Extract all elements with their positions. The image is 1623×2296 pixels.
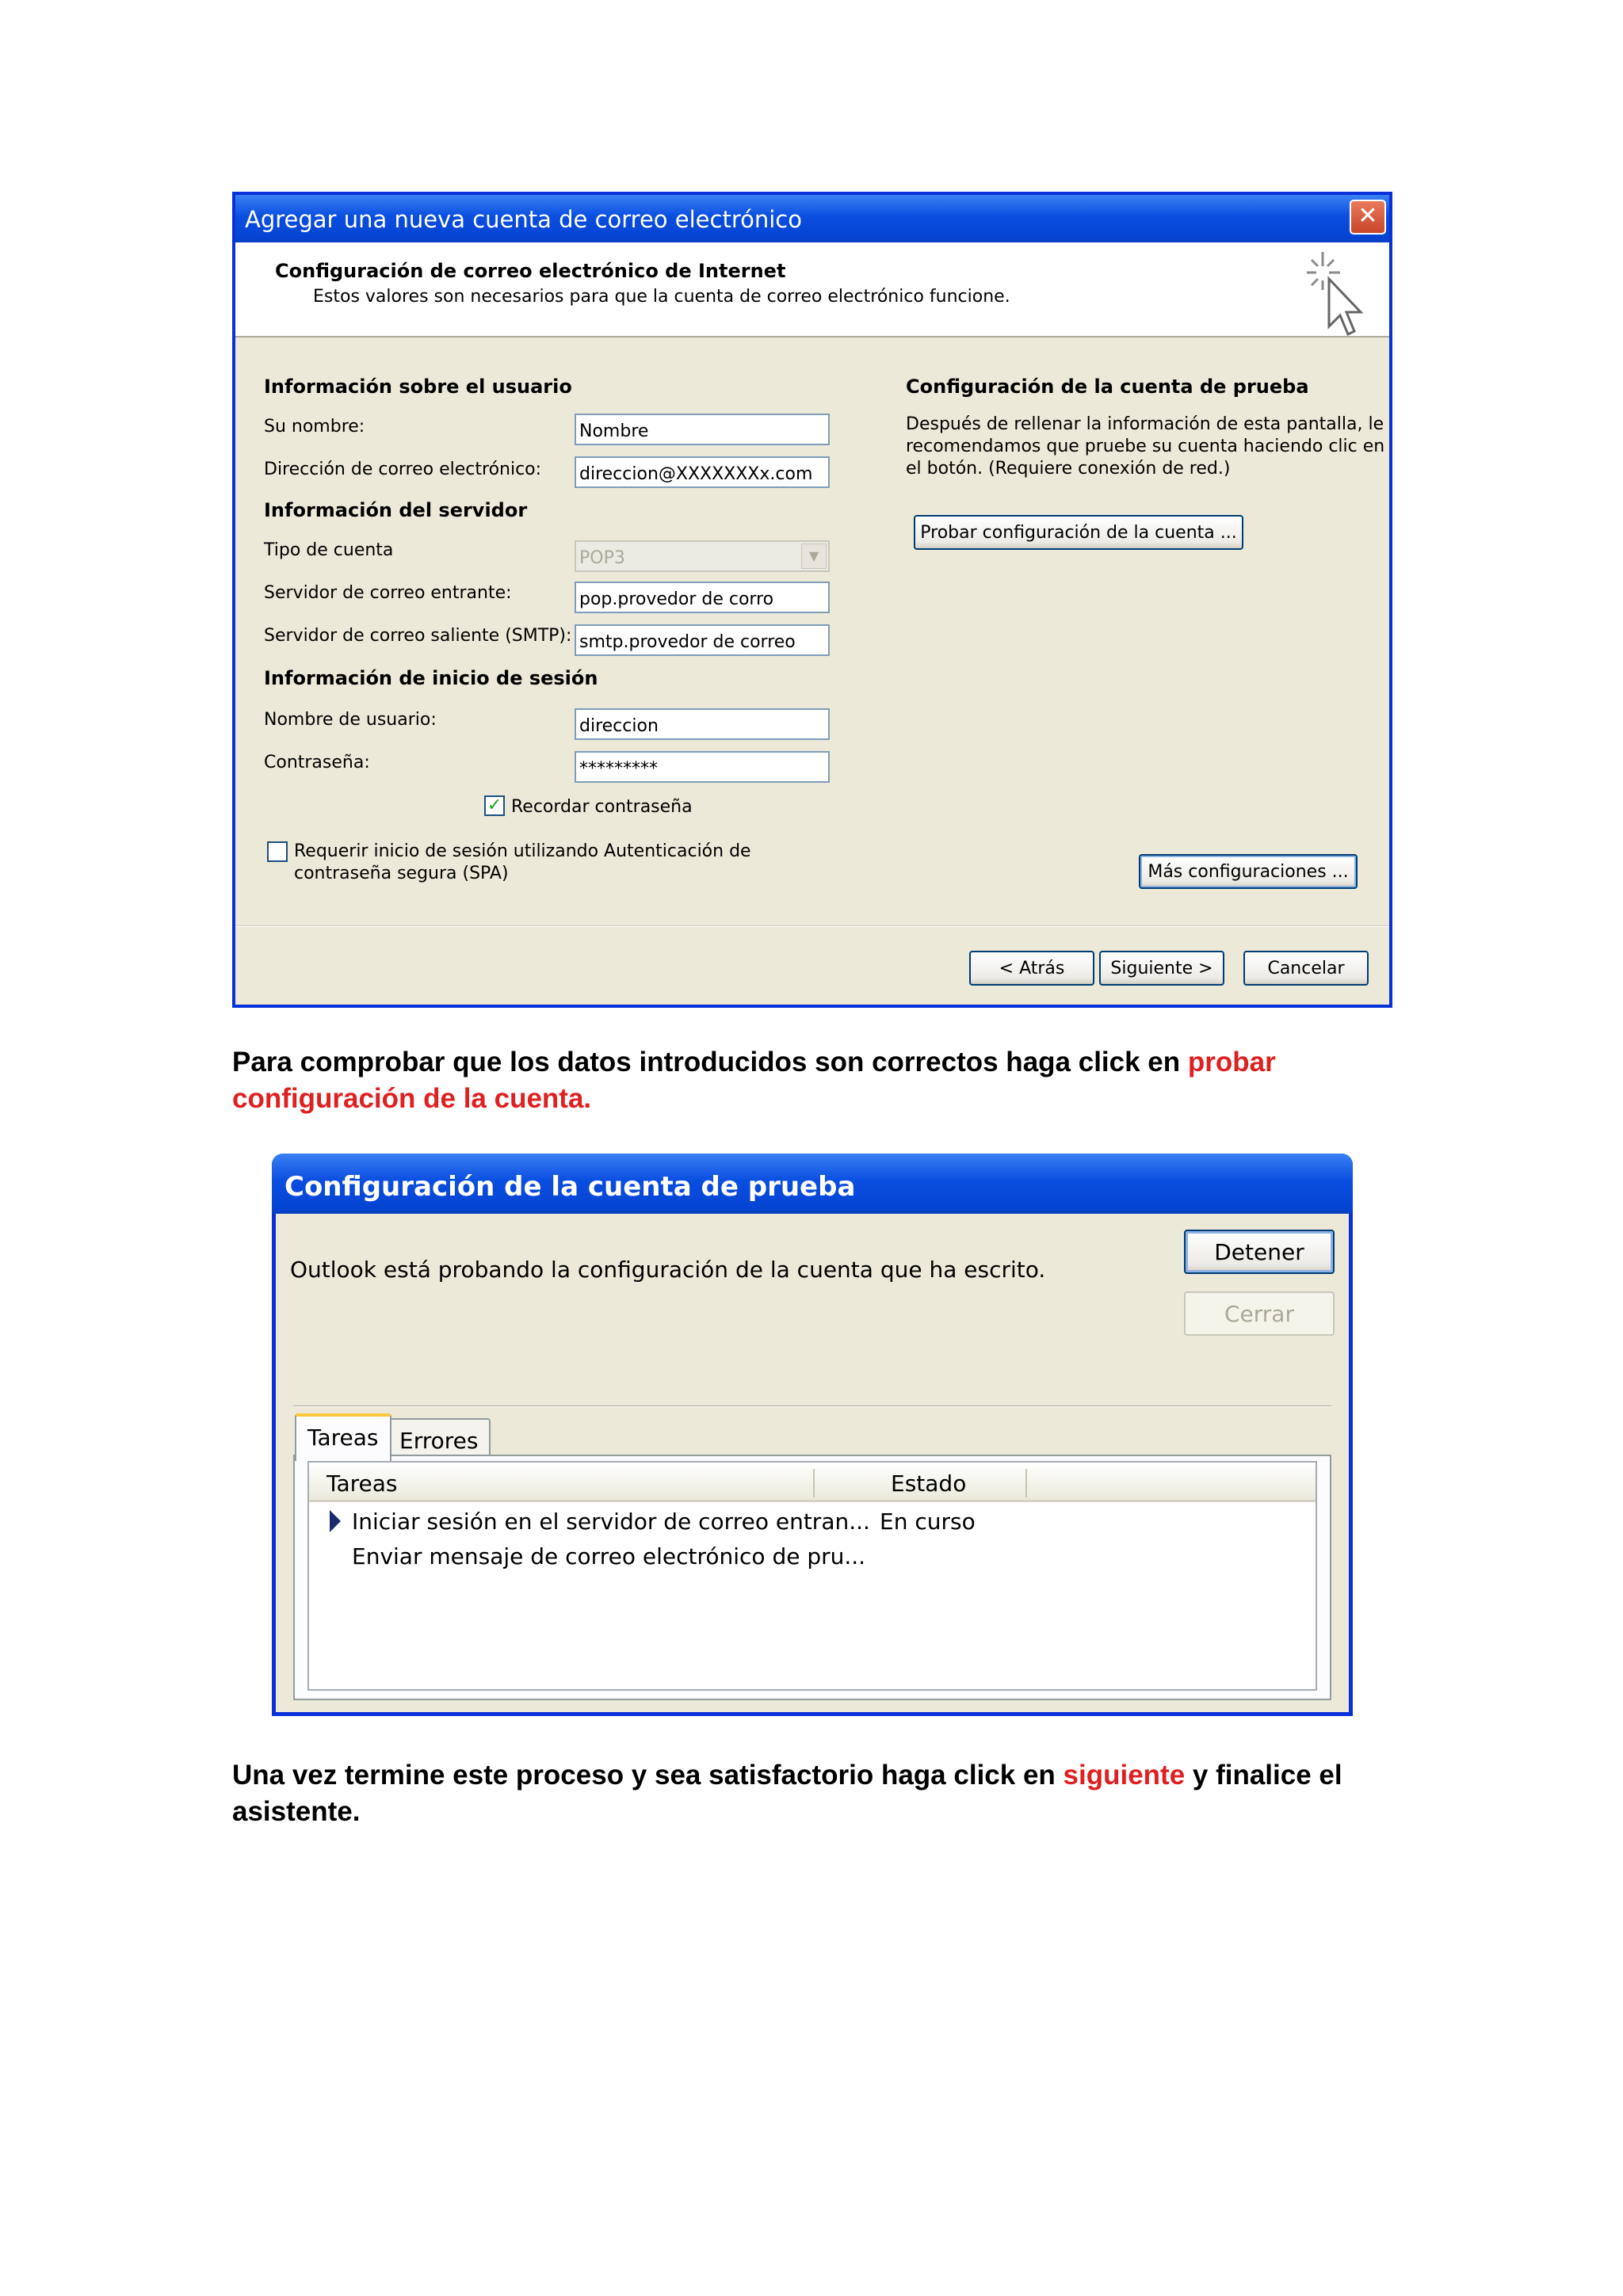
incoming-server-field[interactable]: pop.provedor de corro — [575, 582, 830, 613]
account-type-value: POP3 — [579, 548, 625, 568]
paragraph-2-highlight: siguiente — [1063, 1760, 1186, 1791]
column-header-tareas[interactable]: Tareas — [327, 1470, 398, 1497]
user-info-heading: Información sobre el usuario — [264, 376, 572, 398]
instruction-paragraph-2 — [232, 1757, 1405, 1830]
remember-password-label: Recordar contraseña — [511, 797, 693, 817]
tab-tareas[interactable]: Tareas — [295, 1413, 391, 1461]
paragraph-2-text-after: y finalice el asistente. — [232, 1760, 1342, 1827]
spa-label-line1: Requerir inicio de sesión utilizando Autenticación de — [294, 841, 751, 861]
password-field[interactable]: ********* — [575, 751, 830, 783]
task-row-2-name: Enviar mensaje de correo electrónico de pru... — [352, 1543, 866, 1569]
outgoing-server-label: Servidor de correo saliente (SMTP): — [264, 626, 572, 646]
test-account-settings-button[interactable]: Probar configuración de la cuenta ... — [914, 515, 1243, 550]
column-divider[interactable] — [813, 1469, 815, 1497]
server-info-heading: Información del servidor — [264, 499, 528, 521]
footer-divider — [235, 925, 1389, 927]
test-account-dialog — [272, 1154, 1353, 1716]
outgoing-server-field[interactable]: smtp.provedor de correo — [575, 624, 830, 656]
test-config-heading: Configuración de la cuenta de prueba — [906, 376, 1309, 398]
back-button[interactable]: < Atrás — [969, 951, 1094, 986]
test-config-desc-2: recomendamos que pruebe su cuenta haciendo clic en — [906, 437, 1385, 456]
add-email-account-dialog — [232, 192, 1392, 1008]
instruction-paragraph-1 — [232, 1044, 1405, 1117]
test-dialog-title: Configuración de la cuenta de prueba — [285, 1171, 856, 1203]
tab-errores[interactable]: Errores — [387, 1418, 491, 1459]
tasks-list-header — [309, 1463, 1316, 1502]
dialog-title: Agregar una nueva cuenta de correo electrónico — [245, 206, 802, 233]
email-field[interactable]: direccion@XXXXXXXx.com — [575, 456, 830, 488]
task-row-1-status: En curso — [880, 1508, 976, 1535]
login-info-heading: Información de inicio de sesión — [264, 667, 598, 689]
test-config-desc-3: el botón. (Requiere conexión de red.) — [906, 459, 1231, 479]
password-label: Contraseña: — [264, 753, 370, 772]
test-dialog-title-bar — [272, 1154, 1353, 1214]
paragraph-1-highlight: probar configuración de la cuenta. — [232, 1047, 1276, 1114]
email-label: Dirección de correo electrónico: — [264, 460, 542, 479]
tasks-list — [307, 1461, 1317, 1691]
header-subtitle: Estos valores son necesarios para que la cuenta de correo electrónico funcione. — [313, 287, 1010, 307]
cursor-sparkle-icon — [1305, 250, 1369, 338]
username-field[interactable]: direccion — [575, 708, 830, 740]
spa-checkbox[interactable] — [267, 841, 288, 862]
account-type-select[interactable] — [575, 540, 830, 572]
dialog-title-bar — [235, 195, 1389, 242]
stop-button[interactable]: Detener — [1184, 1230, 1335, 1274]
column-header-estado[interactable]: Estado — [891, 1470, 967, 1497]
tasks-tab-pane — [293, 1455, 1331, 1700]
next-button[interactable]: Siguiente > — [1099, 951, 1224, 986]
paragraph-2-text-before: Una vez termine este proceso y sea satisfactorio haga click en — [232, 1760, 1064, 1791]
chevron-down-icon: ▼ — [801, 543, 827, 569]
name-field[interactable]: Nombre — [575, 414, 830, 445]
username-label: Nombre de usuario: — [264, 710, 437, 730]
column-divider[interactable] — [1025, 1469, 1027, 1497]
cancel-button[interactable]: Cancelar — [1243, 951, 1369, 986]
close-button[interactable]: Cerrar — [1184, 1291, 1335, 1336]
test-config-desc-1: Después de rellenar la información de esta pantalla, le — [906, 414, 1384, 434]
account-type-label: Tipo de cuenta — [264, 540, 394, 560]
test-dialog-divider — [293, 1405, 1331, 1407]
name-label: Su nombre: — [264, 417, 365, 437]
dialog-header — [235, 242, 1389, 338]
more-settings-button[interactable]: Más configuraciones ... — [1139, 854, 1358, 889]
paragraph-1-text: Para comprobar que los datos introducidos son correctos haga click en — [232, 1047, 1188, 1077]
spa-label-line2: contraseña segura (SPA) — [294, 864, 509, 883]
header-title: Configuración de correo electrónico de Internet — [275, 260, 786, 282]
task-row-1-name: Iniciar sesión en el servidor de correo entran... — [352, 1508, 870, 1535]
test-status-message: Outlook está probando la configuración de la cuenta que ha escrito. — [290, 1257, 1046, 1283]
current-task-arrow-icon — [330, 1510, 341, 1532]
close-icon[interactable]: ✕ — [1350, 200, 1386, 235]
incoming-server-label: Servidor de correo entrante: — [264, 583, 512, 603]
remember-password-checkbox[interactable]: ✓ — [484, 795, 505, 816]
